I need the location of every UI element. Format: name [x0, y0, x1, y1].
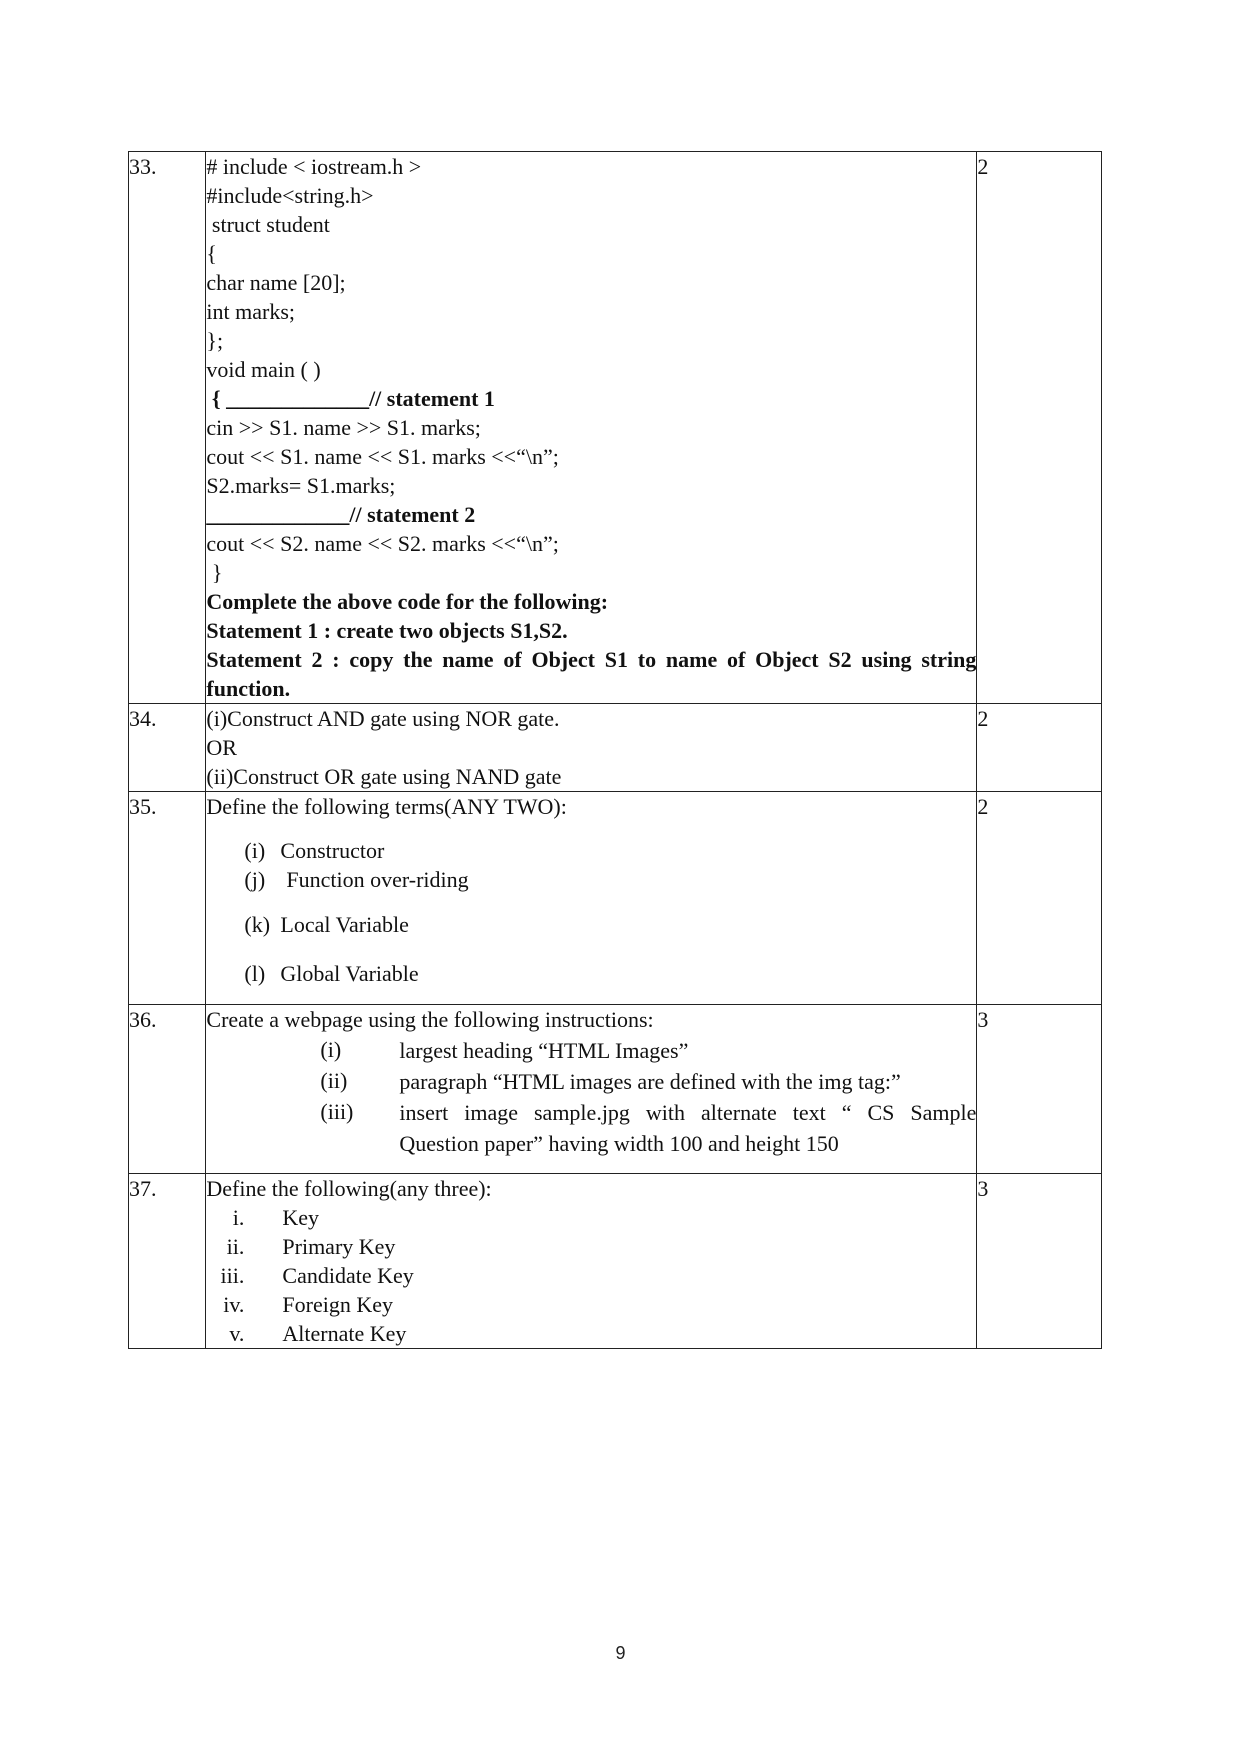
question-row-37 — [129, 1174, 1102, 1349]
item-text: paragraph “HTML images are defined with the img tag:” — [399, 1069, 901, 1094]
code-line: # include < iostream.h > — [206, 154, 422, 179]
question-title: Create a webpage using the following instructions: — [206, 1007, 654, 1032]
list-item — [206, 1097, 976, 1159]
item-text: Candidate Key — [282, 1263, 414, 1288]
question-body — [206, 1174, 977, 1349]
statement-1-line — [206, 384, 976, 413]
item-label: ii. — [226, 1234, 245, 1259]
list-item — [206, 1319, 976, 1348]
item-text: Local Variable — [280, 912, 409, 937]
item-label: (k) — [244, 912, 271, 937]
list-item — [244, 910, 976, 939]
question-number: 33. — [129, 152, 206, 704]
question-marks: 2 — [977, 704, 1102, 792]
page-number: 9 — [615, 1643, 626, 1663]
item-text: Alternate Key — [282, 1321, 407, 1346]
item-text: largest heading “HTML Images” — [399, 1038, 689, 1063]
question-line: (i)Construct AND gate using NOR gate. — [206, 706, 560, 731]
question-row-36 — [129, 1005, 1102, 1174]
item-label: (i) — [244, 838, 266, 863]
question-marks: 3 — [977, 1174, 1102, 1349]
code-line: cout << S1. name << S1. marks <<“\n”; — [206, 444, 559, 469]
question-title: Define the following terms(ANY TWO): — [206, 794, 567, 819]
statement-1-comment: // statement 1 — [369, 386, 495, 411]
item-label: (ii) — [320, 1068, 348, 1093]
list-item — [206, 1232, 976, 1261]
question-body — [206, 1005, 977, 1174]
question-number: 36. — [129, 1005, 206, 1174]
item-label: (j) — [244, 867, 266, 892]
item-text: Global Variable — [280, 961, 419, 986]
code-line: struct student — [206, 212, 330, 237]
item-text: Key — [282, 1205, 320, 1230]
list-item — [244, 959, 976, 988]
instruction-list — [206, 1035, 976, 1159]
list-item — [206, 1261, 976, 1290]
question-row-33 — [129, 152, 1102, 704]
item-text: Primary Key — [282, 1234, 396, 1259]
instruction-line: Statement 2 : copy the name of Object S1 to name of Object S2 using string function. — [206, 647, 977, 701]
code-line: S2.marks= S1.marks; — [206, 473, 396, 498]
question-marks: 2 — [977, 792, 1102, 1005]
code-line: } — [206, 560, 223, 585]
question-row-35 — [129, 792, 1102, 1005]
code-line: void main ( ) — [206, 357, 321, 382]
instruction-line: Complete the above code for the following: — [206, 589, 609, 614]
code-line: #include<string.h> — [206, 183, 374, 208]
item-label: i. — [232, 1205, 245, 1230]
statement-1-blank: _____________ — [226, 386, 370, 411]
code-line: char name [20]; — [206, 270, 346, 295]
question-marks: 2 — [977, 152, 1102, 704]
question-line: OR — [206, 735, 237, 760]
question-line: (ii)Construct OR gate using NAND gate — [206, 764, 562, 789]
question-body — [206, 152, 977, 704]
question-row-34 — [129, 704, 1102, 792]
item-text: Function over-riding — [286, 867, 469, 892]
list-item — [206, 1035, 976, 1066]
list-item — [206, 1203, 976, 1232]
code-line: cin >> S1. name >> S1. marks; — [206, 415, 481, 440]
question-body — [206, 792, 977, 1005]
question-number: 35. — [129, 792, 206, 1005]
item-label: (l) — [244, 961, 266, 986]
list-item — [206, 1066, 976, 1097]
code-line: int marks; — [206, 299, 295, 324]
list-item — [244, 865, 976, 894]
item-label: (i) — [320, 1037, 342, 1062]
question-number: 34. — [129, 704, 206, 792]
question-body — [206, 704, 977, 792]
code-line: }; — [206, 328, 224, 353]
question-number: 37. — [129, 1174, 206, 1349]
code-line: cout << S2. name << S2. marks <<“\n”; — [206, 531, 559, 556]
item-text: Foreign Key — [282, 1292, 393, 1317]
question-title: Define the following(any three): — [206, 1176, 492, 1201]
item-label: v. — [229, 1321, 245, 1346]
statement-2-comment: // statement 2 — [349, 502, 476, 527]
statement-1-prefix: { — [206, 386, 227, 411]
item-label: (iii) — [320, 1099, 354, 1124]
item-text: Constructor — [280, 838, 385, 863]
question-marks: 3 — [977, 1005, 1102, 1174]
code-line: { — [206, 241, 217, 266]
instruction-line: Statement 1 : create two objects S1,S2. — [206, 618, 568, 643]
list-item — [206, 1290, 976, 1319]
statement-2-blank: _____________ — [206, 502, 350, 527]
key-list — [206, 1203, 976, 1348]
item-text: insert image sample.jpg with alternate text “ CS Sample Question paper” having width 100 and height 150 — [399, 1100, 977, 1156]
item-label: iii. — [220, 1263, 245, 1288]
item-label: iv. — [223, 1292, 245, 1317]
question-table — [128, 151, 1102, 1349]
term-list — [244, 836, 976, 988]
list-item — [244, 836, 976, 865]
statement-2-line — [206, 500, 976, 529]
